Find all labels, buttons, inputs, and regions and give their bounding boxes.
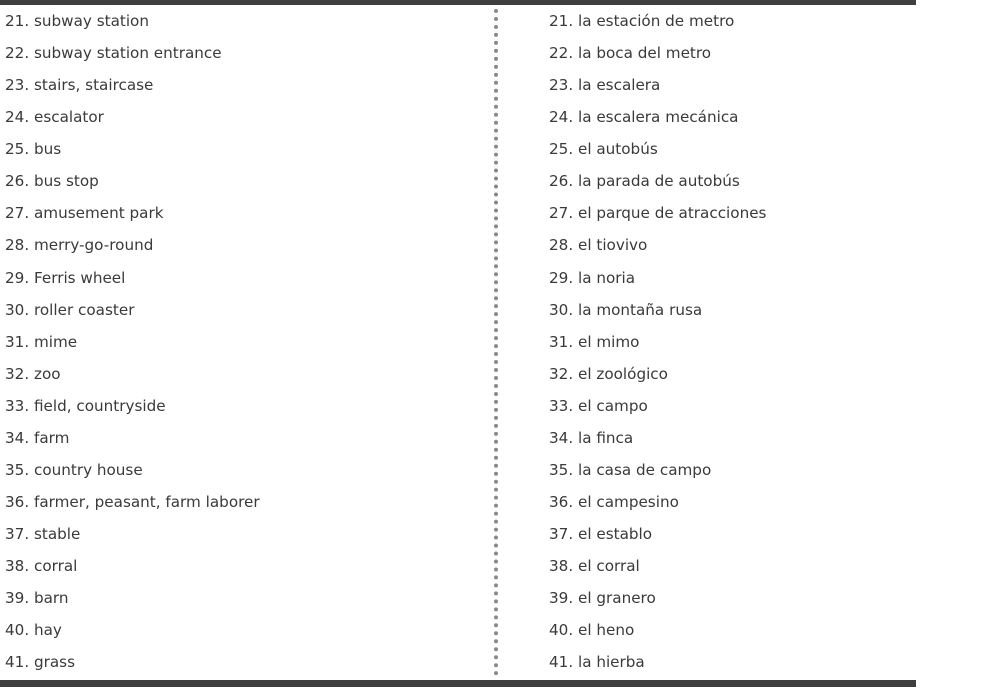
spanish-term: 27. el parque de atracciones [549, 204, 767, 223]
english-term: 29. Ferris wheel [5, 268, 126, 287]
spanish-term: 21. la estación de metro [549, 12, 735, 30]
bottom-rule [0, 680, 916, 687]
spanish-term: 32. el zoológico [549, 364, 668, 383]
spanish-term: 39. el granero [549, 589, 656, 608]
spanish-term: 26. la parada de autobús [549, 172, 740, 191]
english-term: 26. bus stop [5, 172, 99, 191]
english-term: 30. roller coaster [5, 300, 135, 319]
spanish-term: 25. el autobús [549, 140, 658, 159]
spanish-term: 35. la casa de campo [549, 460, 712, 479]
english-term: 24. escalator [5, 108, 104, 127]
spanish-term: 24. la escalera mecánica [549, 108, 739, 127]
english-term: 34. farm [5, 428, 70, 447]
spanish-term: 30. la montaña rusa [549, 300, 703, 319]
english-term: 32. zoo [5, 364, 61, 383]
spanish-term: 38. el corral [549, 557, 640, 576]
english-term: 28. merry-go-round [5, 236, 154, 255]
spanish-term: 28. el tiovivo [549, 236, 648, 255]
column-divider [494, 9, 498, 676]
english-term-list [5, 5, 485, 678]
english-term: 41. grass [5, 653, 75, 672]
english-term: 22. subway station entrance [5, 44, 222, 63]
english-term: 36. farmer, peasant, farm laborer [5, 492, 260, 511]
spanish-term: 40. el heno [549, 621, 635, 640]
spanish-term: 31. el mimo [549, 332, 640, 351]
spanish-term: 34. la finca [549, 428, 634, 447]
spanish-term: 29. la noria [549, 268, 636, 287]
spanish-term-list [549, 5, 909, 678]
spanish-term: 23. la escalera [549, 76, 661, 95]
english-term: 40. hay [5, 621, 62, 640]
english-term: 27. amusement park [5, 204, 164, 223]
spanish-term: 33. el campo [549, 396, 648, 415]
spanish-term: 22. la boca del metro [549, 44, 712, 63]
english-term: 23. stairs, staircase [5, 76, 154, 95]
english-term: 33. field, countryside [5, 396, 166, 415]
english-term: 31. mime [5, 332, 78, 351]
spanish-term: 37. el establo [549, 525, 653, 543]
english-term: 39. barn [5, 589, 69, 608]
spanish-term: 41. la hierba [549, 653, 645, 672]
english-term: 37. stable [5, 525, 81, 543]
english-term: 35. country house [5, 460, 143, 479]
english-term: 21. subway station [5, 12, 149, 30]
english-term: 25. bus [5, 140, 62, 159]
spanish-term: 36. el campesino [549, 492, 679, 511]
english-term: 38. corral [5, 557, 78, 576]
